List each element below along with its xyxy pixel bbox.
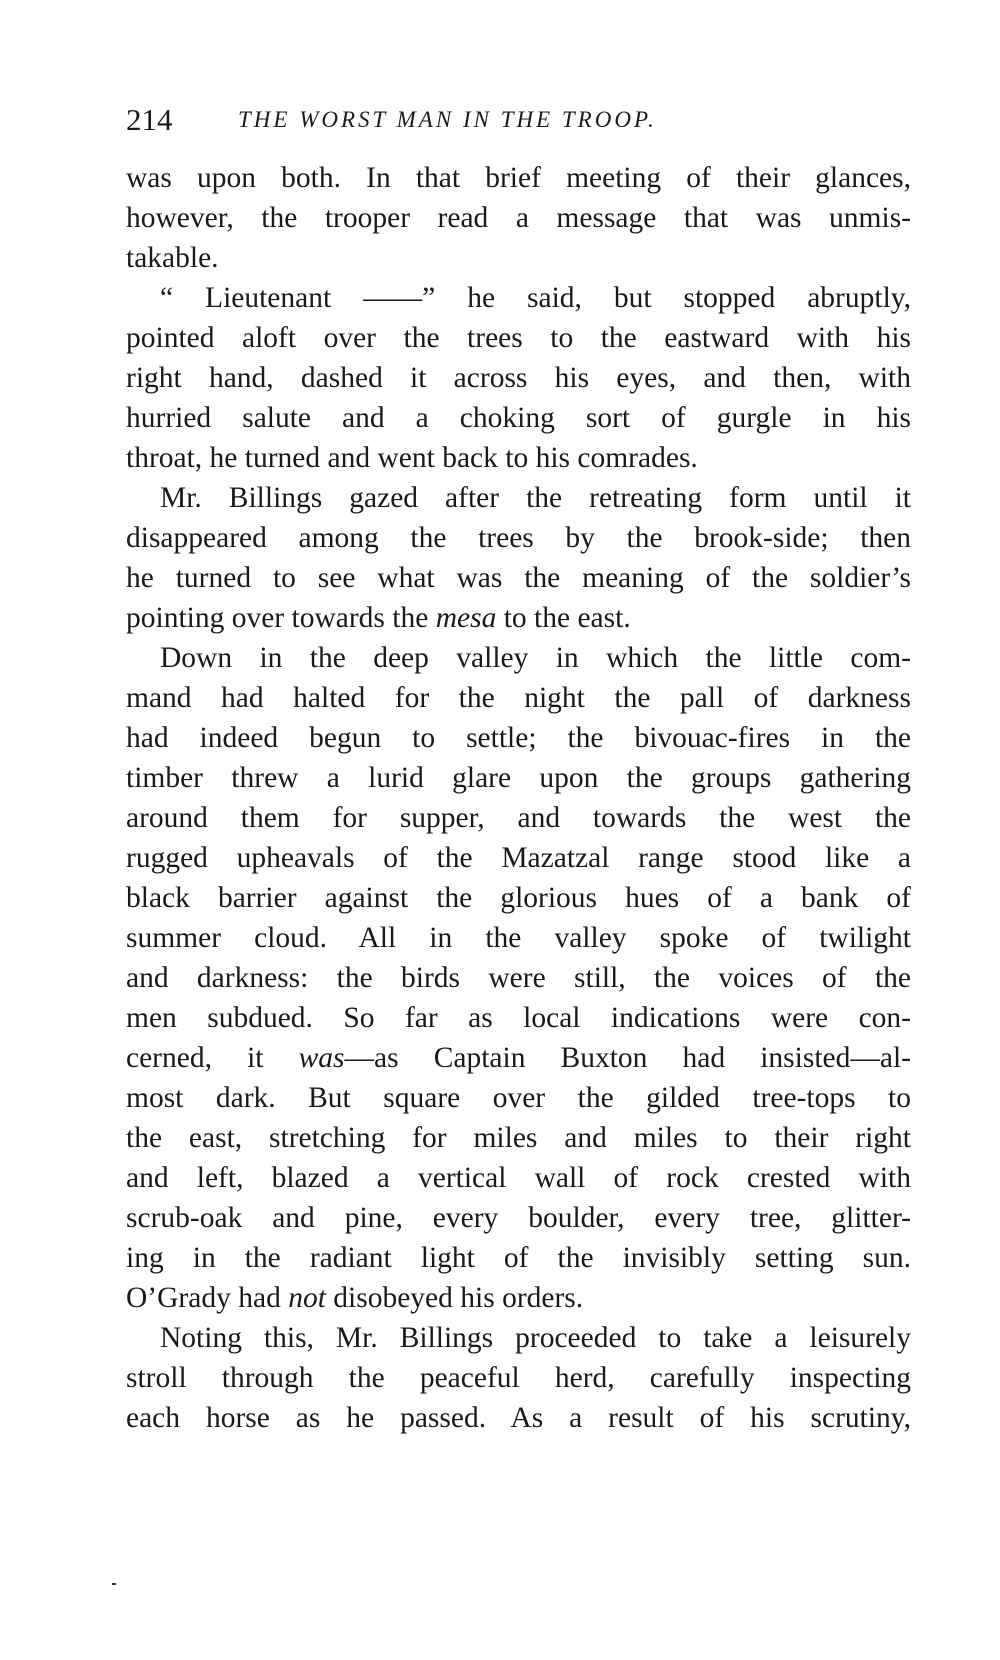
text-line: and darkness: the birds were still, the voices of the	[126, 962, 911, 994]
text-line: scrub-oak and pine, every boulder, every tree, glitter-	[126, 1202, 911, 1234]
page-number: 214	[126, 102, 173, 137]
running-title: THE WORST MAN IN THE TROOP.	[238, 107, 657, 132]
text-line: timber threw a lurid glare upon the groups gathering	[126, 762, 911, 794]
text-line: Mr. Billings gazed after the retreating form until it	[160, 482, 911, 514]
text-line: black barrier against the glorious hues of a bank of	[126, 882, 911, 914]
text-fragment: cerned, it	[126, 1042, 299, 1074]
text-line: pointed aloft over the trees to the eastward with his	[126, 322, 911, 354]
text-line: rugged upheavals of the Mazatzal range stood like a	[126, 842, 911, 874]
text-line: “ Lieutenant ——” he said, but stopped abruptly,	[160, 282, 911, 314]
text-line	[126, 1038, 911, 1078]
text-line: summer cloud. All in the valley spoke of twilight	[126, 922, 911, 954]
text-fragment: to the east.	[496, 602, 631, 634]
text-line: right hand, dashed it across his eyes, and then, with	[126, 362, 911, 394]
text-line	[126, 598, 911, 638]
text-line: men subdued. So far as local indications were con-	[126, 1002, 911, 1034]
text-line: hurried salute and a choking sort of gurgle in his	[126, 402, 911, 434]
italic-word: mesa	[435, 602, 497, 634]
text-fragment: disobeyed his orders.	[325, 1282, 584, 1314]
text-line: Down in the deep valley in which the little com-	[160, 642, 911, 674]
text-line: each horse as he passed. As a result of his scrutiny,	[126, 1402, 911, 1434]
text-line: however, the trooper read a message that was unmis-	[126, 202, 911, 234]
text-fragment: pointing over towards the	[126, 602, 436, 634]
text-fragment: O’Grady had	[126, 1282, 289, 1314]
text-line: disappeared among the trees by the brook-side; then	[126, 522, 911, 554]
text-line: and left, blazed a vertical wall of rock crested with	[126, 1162, 911, 1194]
body-text	[126, 158, 911, 1438]
text-fragment: —as Captain Buxton had insisted—al-	[344, 1042, 911, 1074]
text-line: stroll through the peaceful herd, carefully inspecting	[126, 1362, 911, 1394]
text-line: was upon both. In that brief meeting of their glances,	[126, 162, 911, 194]
text-line: ing in the radiant light of the invisibly setting sun.	[126, 1242, 911, 1274]
text-line: mand had halted for the night the pall of darkness	[126, 682, 911, 714]
text-line: around them for supper, and towards the west the	[126, 802, 911, 834]
running-head	[126, 100, 926, 140]
italic-word: was	[298, 1042, 345, 1074]
text-line: takable.	[126, 242, 219, 274]
text-line: the east, stretching for miles and miles to their right	[126, 1122, 911, 1154]
italic-word: not	[288, 1282, 326, 1314]
text-line: he turned to see what was the meaning of the soldier’s	[126, 562, 911, 594]
text-line: most dark. But square over the gilded tree-tops to	[126, 1082, 911, 1114]
text-line	[126, 1278, 911, 1318]
print-speck	[112, 1583, 116, 1585]
text-line: had indeed begun to settle; the bivouac-fires in the	[126, 722, 911, 754]
text-line: Noting this, Mr. Billings proceeded to take a leisurely	[160, 1322, 911, 1354]
text-line: throat, he turned and went back to his comrades.	[126, 442, 698, 474]
